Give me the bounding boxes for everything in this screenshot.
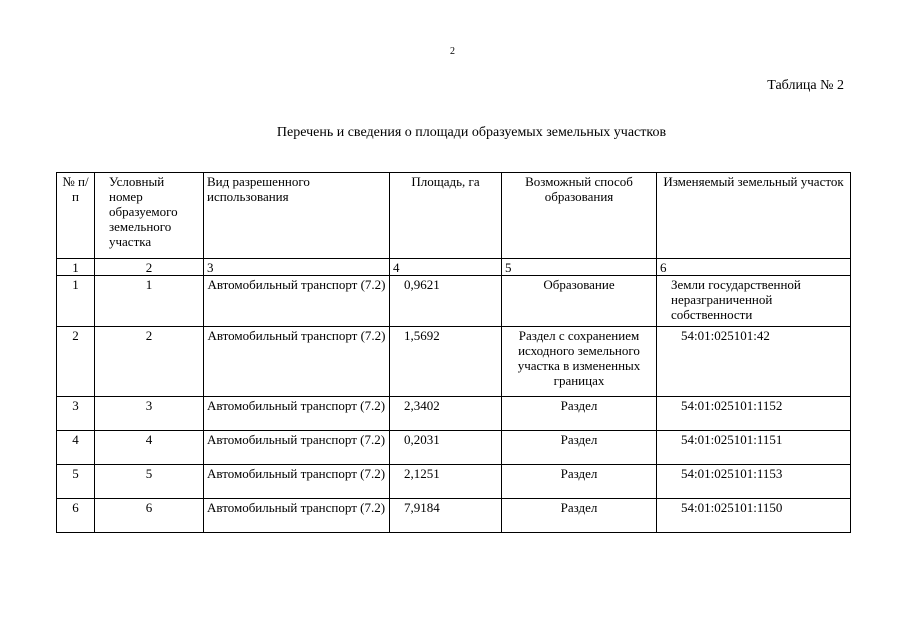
plot-id: 2 bbox=[95, 327, 204, 397]
header-changed-parcel: Изменяемый земельный участок bbox=[657, 173, 851, 259]
column-number: 4 bbox=[390, 259, 502, 276]
table-caption: Таблица № 2 bbox=[767, 78, 844, 93]
area-value: 2,1251 bbox=[390, 465, 502, 499]
changed-parcel: 54:01:025101:1153 bbox=[657, 465, 851, 499]
plot-id: 4 bbox=[95, 431, 204, 465]
plot-id: 3 bbox=[95, 397, 204, 431]
permitted-use: Автомобильный транспорт (7.2) bbox=[204, 276, 390, 327]
plot-id: 1 bbox=[95, 276, 204, 327]
area-value: 7,9184 bbox=[390, 499, 502, 533]
column-number: 2 bbox=[95, 259, 204, 276]
plot-id: 5 bbox=[95, 465, 204, 499]
permitted-use: Автомобильный транспорт (7.2) bbox=[204, 499, 390, 533]
document-title: Перечень и сведения о площади образуемых земельных участков bbox=[276, 125, 667, 140]
area-value: 2,3402 bbox=[390, 397, 502, 431]
header-row bbox=[57, 173, 851, 259]
table-row bbox=[57, 499, 851, 533]
column-number: 3 bbox=[204, 259, 390, 276]
area-value: 0,2031 bbox=[390, 431, 502, 465]
formation-method: Раздел bbox=[502, 397, 657, 431]
row-number: 3 bbox=[57, 397, 95, 431]
header-number: № п/п bbox=[57, 173, 95, 259]
formation-method: Раздел bbox=[502, 499, 657, 533]
permitted-use: Автомобильный транспорт (7.2) bbox=[204, 327, 390, 397]
row-number: 2 bbox=[57, 327, 95, 397]
column-number: 6 bbox=[657, 259, 851, 276]
formation-method: Раздел bbox=[502, 465, 657, 499]
changed-parcel: 54:01:025101:1151 bbox=[657, 431, 851, 465]
changed-parcel: Земли государственной неразграниченной собственности bbox=[657, 276, 851, 327]
area-value: 1,5692 bbox=[390, 327, 502, 397]
column-number: 5 bbox=[502, 259, 657, 276]
row-number: 4 bbox=[57, 431, 95, 465]
table-row bbox=[57, 465, 851, 499]
header-method: Возможный способ образования bbox=[502, 173, 657, 259]
page-number: 2 bbox=[450, 46, 455, 57]
header-permitted-use: Вид разрешенного использования bbox=[204, 173, 390, 259]
permitted-use: Автомобильный транспорт (7.2) bbox=[204, 465, 390, 499]
formation-method: Раздел bbox=[502, 431, 657, 465]
area-value: 0,9621 bbox=[390, 276, 502, 327]
column-number-row bbox=[57, 259, 851, 276]
header-plot-id: Условный номер образуемого земельного участка bbox=[95, 173, 204, 259]
formation-method: Раздел с сохранением исходного земельного участка в измененных границах bbox=[502, 327, 657, 397]
row-number: 1 bbox=[57, 276, 95, 327]
column-number: 1 bbox=[57, 259, 95, 276]
changed-parcel: 54:01:025101:42 bbox=[657, 327, 851, 397]
formation-method: Образование bbox=[502, 276, 657, 327]
table-row bbox=[57, 327, 851, 397]
changed-parcel: 54:01:025101:1150 bbox=[657, 499, 851, 533]
permitted-use: Автомобильный транспорт (7.2) bbox=[204, 397, 390, 431]
row-number: 6 bbox=[57, 499, 95, 533]
table-row bbox=[57, 276, 851, 327]
table-row bbox=[57, 397, 851, 431]
changed-parcel: 54:01:025101:1152 bbox=[657, 397, 851, 431]
table-row bbox=[57, 431, 851, 465]
plot-id: 6 bbox=[95, 499, 204, 533]
header-area: Площадь, га bbox=[390, 173, 502, 259]
land-plots-table bbox=[56, 172, 851, 533]
permitted-use: Автомобильный транспорт (7.2) bbox=[204, 431, 390, 465]
row-number: 5 bbox=[57, 465, 95, 499]
